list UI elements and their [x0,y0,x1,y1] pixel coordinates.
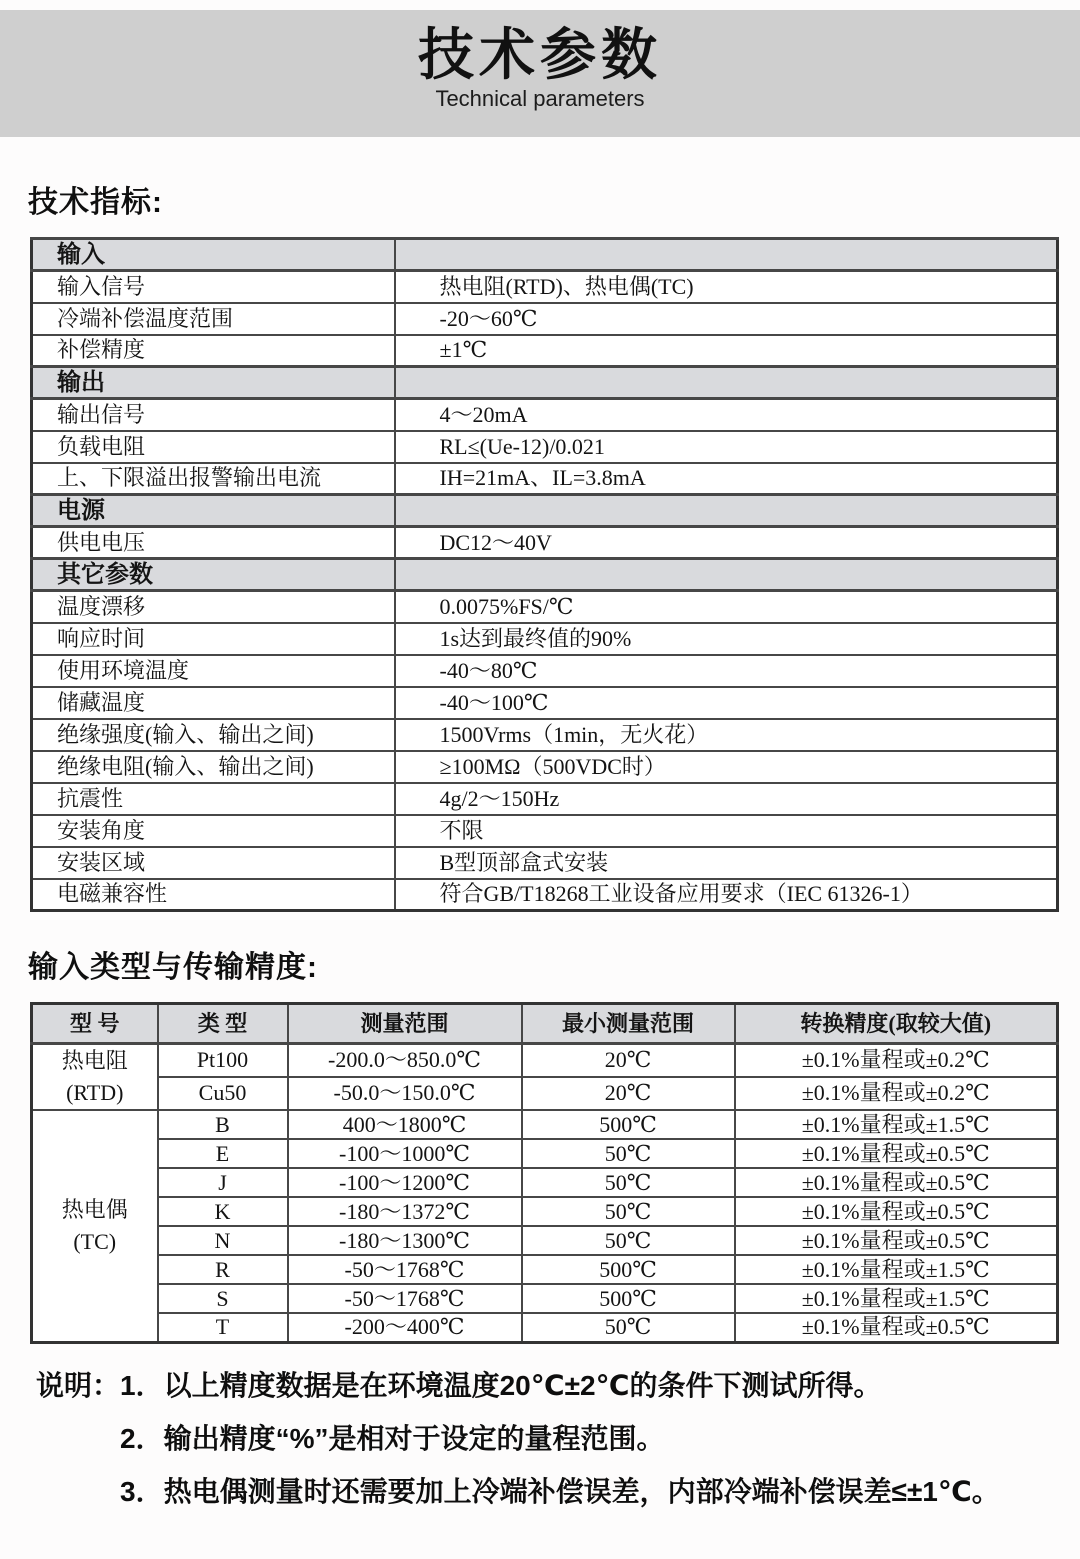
spec-label: 绝缘电阻(输入、输出之间) [32,751,395,783]
spec-label: 输入信号 [32,271,395,303]
table-row [32,847,1058,879]
spec-label: 储藏温度 [32,687,395,719]
type-cell: B [158,1110,288,1139]
model-group-name: 热电偶 [61,1196,128,1222]
range-cell: -50.0～150.0℃ [288,1077,522,1110]
table-row [32,399,1058,431]
table-row [32,335,1058,367]
spec-label: 安装区域 [32,847,395,879]
table-row [32,655,1058,687]
table-row [32,1077,1058,1110]
table-row [32,303,1058,335]
range-cell: -100～1200℃ [288,1168,522,1197]
section-label: 电源 [32,495,395,527]
accuracy-section-heading: 输入类型与传输精度: [28,951,318,984]
min-range-cell: 20℃ [522,1077,735,1110]
min-range-cell: 500℃ [522,1110,735,1139]
spec-value: RL≤(Ue-12)/0.021 [395,431,1058,463]
min-range-cell: 500℃ [522,1284,735,1313]
spec-label: 温度漂移 [32,591,395,623]
type-cell: J [158,1168,288,1197]
spec-label: 上、下限溢出报警输出电流 [32,463,395,495]
accuracy-cell: ±0.1%量程或±0.2℃ [735,1077,1058,1110]
spec-value: ±1℃ [395,335,1058,367]
table-header-row [32,1004,1058,1044]
table-row [32,1226,1058,1255]
spec-value: -20～60℃ [395,303,1058,335]
accuracy-cell: ±0.1%量程或±0.5℃ [735,1226,1058,1255]
accuracy-cell: ±0.1%量程或±1.5℃ [735,1110,1058,1139]
range-cell: -200～400℃ [288,1313,522,1342]
spec-value: 不限 [395,815,1058,847]
table-row [32,271,1058,303]
min-range-cell: 20℃ [522,1044,735,1077]
range-cell: -50～1768℃ [288,1255,522,1284]
spec-label: 使用环境温度 [32,655,395,687]
spec-label: 响应时间 [32,623,395,655]
notes-block [36,1370,1080,1508]
note-line-1 [36,1370,1080,1402]
spec-label: 电磁兼容性 [32,879,395,911]
spec-value: -40～100℃ [395,687,1058,719]
range-cell: -180～1300℃ [288,1226,522,1255]
section-label: 其它参数 [32,559,395,591]
model-group-sub: (RTD) [66,1080,124,1105]
spec-value: 1500Vrms（1min，无火花） [395,719,1058,751]
accuracy-cell: ±0.1%量程或±0.5℃ [735,1197,1058,1226]
spec-value: 0.0075%FS/℃ [395,591,1058,623]
table-row [32,719,1058,751]
range-cell: -50～1768℃ [288,1284,522,1313]
min-range-cell: 50℃ [522,1168,735,1197]
spec-value: 4g/2～150Hz [395,783,1058,815]
table-row [32,1313,1058,1342]
page-title: 技术参数 [418,23,662,86]
spec-label: 安装角度 [32,815,395,847]
type-cell: Pt100 [158,1044,288,1077]
spec-value: IH=21mA、IL=3.8mA [395,463,1058,495]
note-text: 2．输出精度“%”是相对于设定的量程范围。 [120,1422,665,1454]
column-header: 型 号 [32,1004,158,1044]
table-row [32,1139,1058,1168]
type-cell: R [158,1255,288,1284]
column-header: 测量范围 [288,1004,522,1044]
spec-value: DC12～40V [395,527,1058,559]
table-row [32,1110,1058,1139]
accuracy-cell: ±0.1%量程或±1.5℃ [735,1255,1058,1284]
spec-label: 供电电压 [32,527,395,559]
table-row [32,623,1058,655]
range-cell: -100～1000℃ [288,1139,522,1168]
column-header: 类 型 [158,1004,288,1044]
range-cell: -180～1372℃ [288,1197,522,1226]
table-row [32,687,1058,719]
spec-value: 1s达到最终值的90% [395,623,1058,655]
section-value [395,239,1058,271]
table-section-row [32,239,1058,271]
table-row [32,591,1058,623]
accuracy-cell: ±0.1%量程或±0.2℃ [735,1044,1058,1077]
section-label: 输出 [32,367,395,399]
accuracy-cell: ±0.1%量程或±1.5℃ [735,1284,1058,1313]
min-range-cell: 50℃ [522,1313,735,1342]
min-range-cell: 50℃ [522,1226,735,1255]
type-cell: N [158,1226,288,1255]
type-cell: K [158,1197,288,1226]
accuracy-cell: ±0.1%量程或±0.5℃ [735,1168,1058,1197]
type-cell: S [158,1284,288,1313]
table-row [32,1168,1058,1197]
note-line-3 [120,1476,1080,1508]
table-section-row [32,559,1058,591]
spec-value: B型顶部盒式安装 [395,847,1058,879]
spec-label: 抗震性 [32,783,395,815]
note-line-2 [120,1423,1080,1455]
table-row [32,1284,1058,1313]
column-header: 最小测量范围 [522,1004,735,1044]
note-text: 3．热电偶测量时还需要加上冷端补偿误差，内部冷端补偿误差≤±1℃。 [120,1475,1000,1507]
model-group-sub: (TC) [73,1228,117,1254]
table-row [32,751,1058,783]
note-text: 1．以上精度数据是在环境温度20℃±2℃的条件下测试所得。 [120,1369,882,1401]
spec-label: 冷端补偿温度范围 [32,303,395,335]
section-label: 输入 [32,239,395,271]
min-range-cell: 500℃ [522,1255,735,1284]
table-row [32,431,1058,463]
type-cell: T [158,1313,288,1342]
column-header: 转换精度(取较大值) [735,1004,1058,1044]
type-cell: Cu50 [158,1077,288,1110]
accuracy-cell: ±0.1%量程或±0.5℃ [735,1313,1058,1342]
section-value [395,367,1058,399]
table-row [32,1044,1058,1077]
notes-prefix: 说明： [36,1369,121,1401]
table-row [32,463,1058,495]
spec-label: 补偿精度 [32,335,395,367]
table-row [32,1197,1058,1226]
model-group-cell [32,1044,158,1111]
specs-table [30,237,1059,912]
table-section-row [32,367,1058,399]
spec-value: -40～80℃ [395,655,1058,687]
section-value [395,495,1058,527]
spec-value: 符合GB/T18268工业设备应用要求（IEC 61326-1） [395,879,1058,911]
model-group-name: 热电阻 [61,1048,128,1073]
range-cell: -200.0～850.0℃ [288,1044,522,1077]
page-subtitle: Technical parameters [435,86,645,111]
type-cell: E [158,1139,288,1168]
spec-value: ≥100MΩ（500VDC时） [395,751,1058,783]
table-section-row [32,495,1058,527]
accuracy-cell: ±0.1%量程或±0.5℃ [735,1139,1058,1168]
section-value [395,559,1058,591]
model-group-cell [32,1110,158,1342]
min-range-cell: 50℃ [522,1197,735,1226]
table-row [32,527,1058,559]
min-range-cell: 50℃ [522,1139,735,1168]
accuracy-table [30,1002,1059,1344]
table-row [32,879,1058,911]
table-row [32,1255,1058,1284]
table-row [32,783,1058,815]
table-row [32,815,1058,847]
spec-value: 4～20mA [395,399,1058,431]
spec-value: 热电阻(RTD)、热电偶(TC) [395,271,1058,303]
range-cell: 400～1800℃ [288,1110,522,1139]
page-header-band [0,10,1080,137]
spec-label: 负载电阻 [32,431,395,463]
spec-label: 输出信号 [32,399,395,431]
specs-section-heading: 技术指标: [28,186,163,219]
spec-label: 绝缘强度(输入、输出之间) [32,719,395,751]
